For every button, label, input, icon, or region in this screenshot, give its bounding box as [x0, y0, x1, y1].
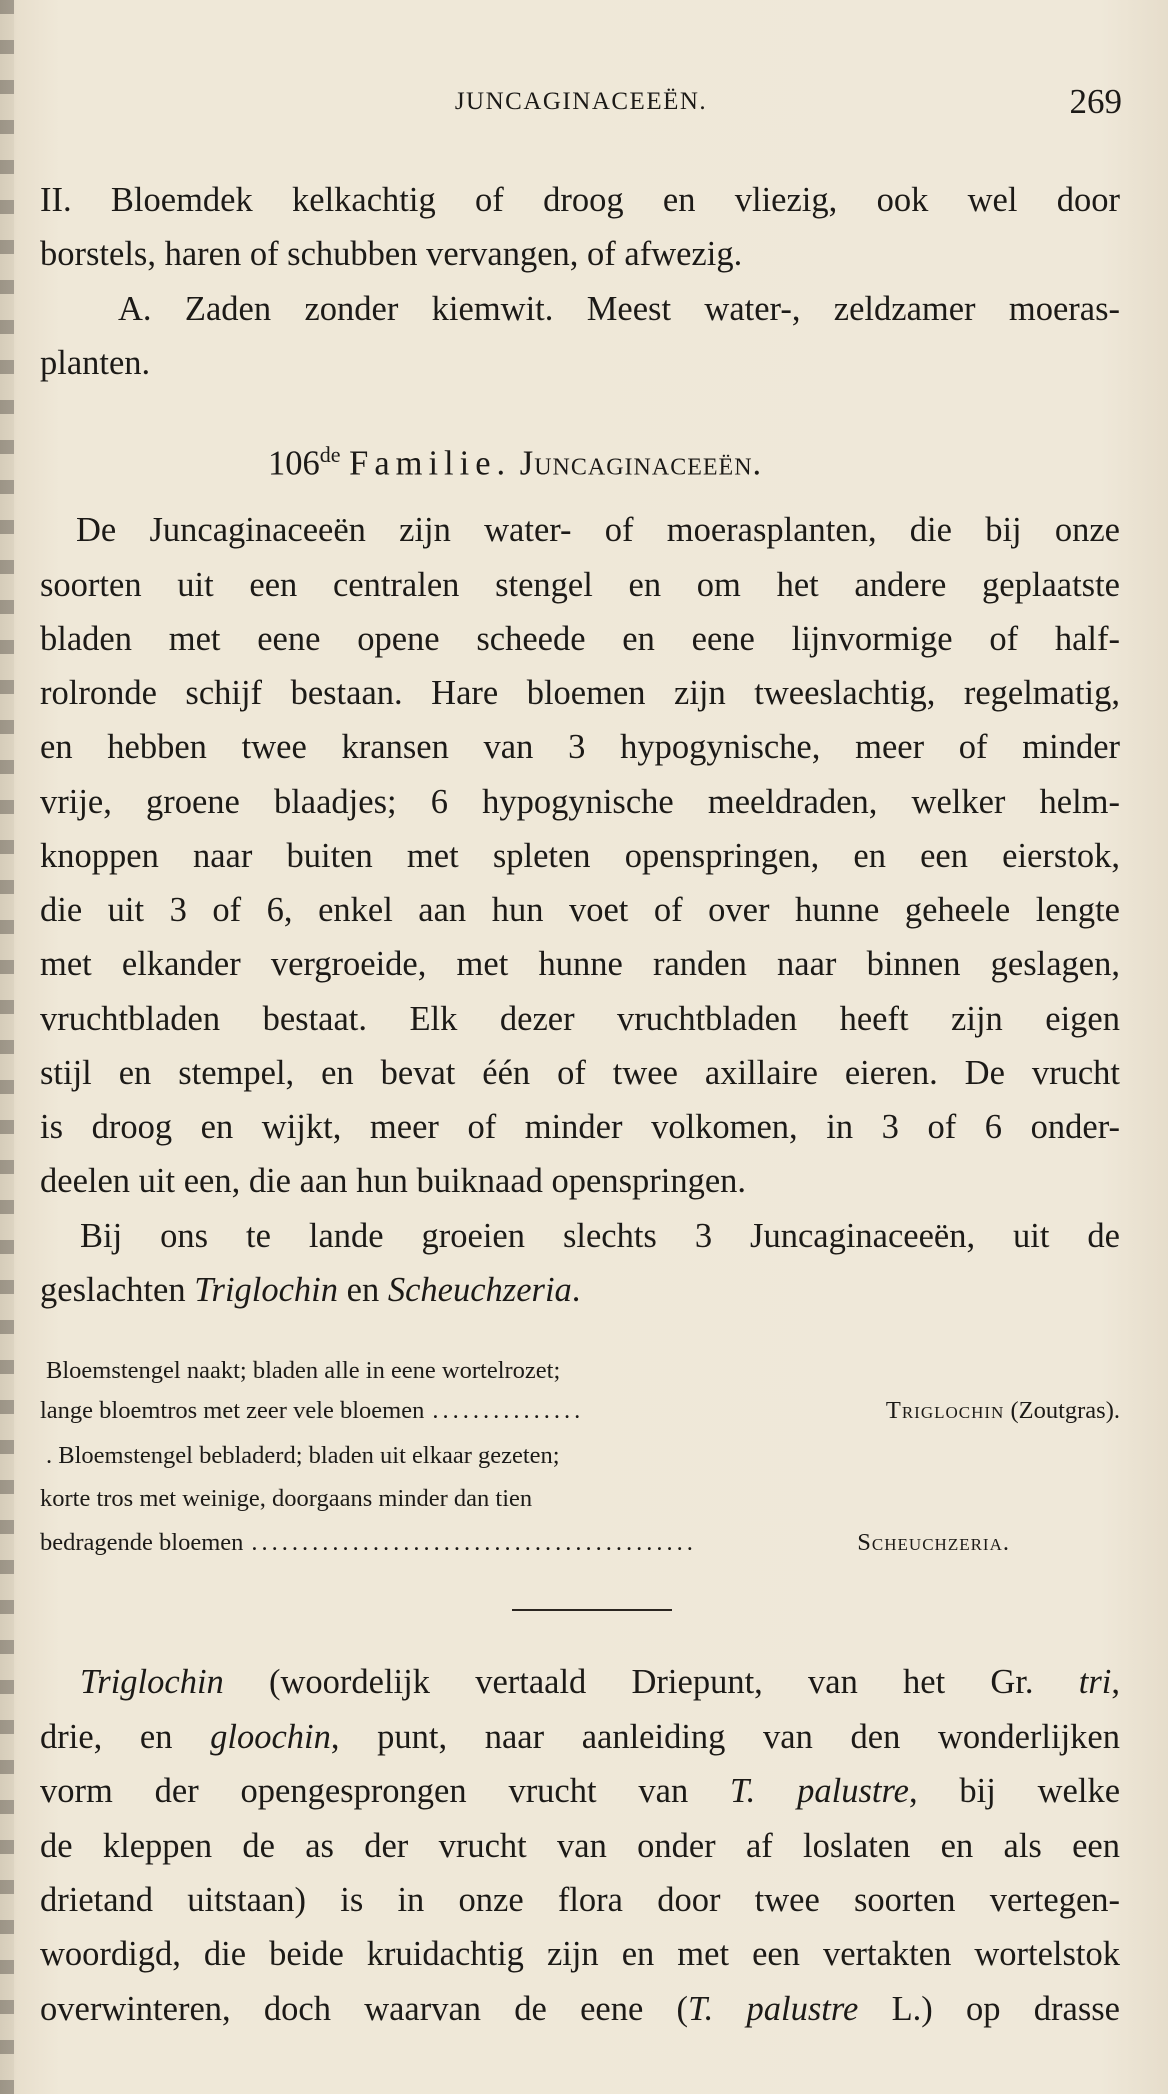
key-a-genus: Triglochin	[885, 1397, 1005, 1424]
paragraph1-line-2: soorten uit een centralen stengel en om het andere geplaatste	[40, 566, 1120, 604]
family-ordinal: de	[319, 442, 341, 467]
p3-l3-b: , bij welke	[908, 1772, 1121, 1810]
paragraph3-line-1	[80, 1662, 1120, 1702]
paragraph3-line-3	[40, 1771, 1120, 1811]
paragraph1-line-5: en hebben twee kransen van 3 hypogynische, meer of minder	[40, 728, 1120, 766]
paragraph2-line-2	[40, 1270, 1120, 1310]
paragraph1-line-9: met elkander vergroeide, met hunne randen naar binnen geslagen,	[40, 945, 1120, 983]
p3-l7-a: overwinteren, doch waarvan de eene (	[40, 1990, 689, 2028]
p3-genus: Triglochin	[80, 1663, 224, 1701]
section-divider	[512, 1609, 672, 1611]
key-a-line-2	[40, 1396, 1120, 1426]
paragraph1-line-1: De Juncaginaceeën zijn water- of moerasplanten, die bij onze	[76, 511, 1120, 549]
paragraph3-line-6: woordigd, die beide kruidachtig zijn en met een vertakten wortelstok	[40, 1935, 1120, 1973]
paragraph1-line-11: stijl en stempel, en bevat één of twee axillaire eieren. De vrucht	[40, 1054, 1120, 1092]
intro-line-3: A. Zaden zonder kiemwit. Meest water-, zeldzamer moeras-	[118, 290, 1120, 328]
paragraph2-end: .	[571, 1271, 581, 1309]
intro-line-4: planten.	[40, 344, 151, 382]
page-header	[40, 82, 1122, 132]
paragraph2-prefix: geslachten	[40, 1271, 195, 1309]
key-b-line-3	[40, 1528, 1010, 1558]
paragraph1-line-8: die uit 3 of 6, enkel aan hun voet of over hunne geheele lengte	[40, 891, 1120, 929]
key-b-genus: Scheuchzeria.	[857, 1529, 1010, 1556]
key-a-line-1: Bloemstengel naakt; bladen alle in eene wortelrozet;	[46, 1357, 561, 1384]
paragraph2-mid: en	[338, 1271, 388, 1309]
intro-line-2: borstels, haren of schubben vervangen, of afwezig.	[40, 235, 743, 273]
p3-l7-b: L.) op drasse	[858, 1990, 1120, 2028]
binding-gutter	[0, 0, 14, 2094]
p3-l1-text: (woordelijk vertaald Driepunt, van het Gr.	[223, 1663, 1079, 1701]
paragraph3-line-4: de kleppen de as der vrucht van onder af loslaten en als een	[40, 1827, 1120, 1865]
p3-tri: tri	[1078, 1663, 1112, 1701]
intro-line-1: II. Bloemdek kelkachtig of droog en vliezig, ook wel door	[40, 181, 1120, 219]
paragraph3-line-7	[40, 1989, 1120, 2029]
key-b-text: bedragende bloemen	[40, 1529, 244, 1556]
paragraph3-line-5: drietand uitstaan) is in onze flora door twee soorten vertegen-	[40, 1881, 1120, 1919]
family-word: Familie.	[349, 444, 512, 483]
paragraph1-line-13: deelen uit een, die aan hun buiknaad openspringen.	[40, 1162, 747, 1200]
key-a-text: lange bloemtros met zeer vele bloemen	[40, 1397, 425, 1424]
genus-triglochin: Triglochin	[194, 1271, 339, 1309]
p3-l1-end: ,	[1111, 1663, 1120, 1701]
genus-scheuchzeria: Scheuchzeria	[387, 1271, 572, 1309]
key-a-common: (Zoutgras).	[1010, 1397, 1120, 1424]
paragraph1-line-7: knoppen naar buiten met spleten openspringen, en een eierstok,	[40, 837, 1120, 875]
family-name: Juncaginaceeën.	[519, 444, 763, 483]
paragraph2-line-1: Bij ons te lande groeien slechts 3 Juncaginaceeën, uit de	[80, 1217, 1120, 1255]
running-head: JUNCAGINACEEËN.	[454, 88, 708, 115]
key-b-dots: ............................................	[251, 1529, 697, 1556]
paragraph1-line-6: vrije, groene blaadjes; 6 hypogynische meeldraden, welker helm-	[40, 783, 1120, 821]
paragraph1-line-4: rolronde schijf bestaan. Hare bloemen zijn tweeslachtig, regelmatig,	[40, 674, 1120, 712]
p3-l2-a: drie, en	[40, 1718, 211, 1756]
key-a-dots: ...............	[432, 1397, 585, 1424]
p3-species: T. palustre	[730, 1772, 909, 1810]
page-number: 269	[1069, 82, 1122, 121]
paragraph1-line-3: bladen met eene opene scheede en eene lijnvormige of half-	[40, 620, 1120, 658]
family-number: 106	[268, 444, 320, 483]
p3-l3-a: vorm der opengesprongen vrucht van	[40, 1772, 731, 1810]
p3-gloochin: gloochin	[210, 1718, 331, 1756]
paragraph1-line-10: vruchtbladen bestaat. Elk dezer vruchtbladen heeft zijn eigen	[40, 1000, 1120, 1038]
paragraph3-line-2	[40, 1717, 1120, 1757]
p3-l2-b: , punt, naar aanleiding van den wonderlijken	[330, 1718, 1120, 1756]
paragraph1-line-12: is droog en wijkt, meer of minder volkomen, in 3 of 6 onder-	[40, 1108, 1120, 1146]
key-b-line-1: . Bloemstengel bebladerd; bladen uit elkaar gezeten;	[46, 1442, 560, 1469]
p3-species-2: T. palustre	[688, 1990, 859, 2028]
family-heading	[268, 435, 1088, 484]
key-b-line-2: korte tros met weinige, doorgaans minder dan tien	[40, 1485, 533, 1512]
